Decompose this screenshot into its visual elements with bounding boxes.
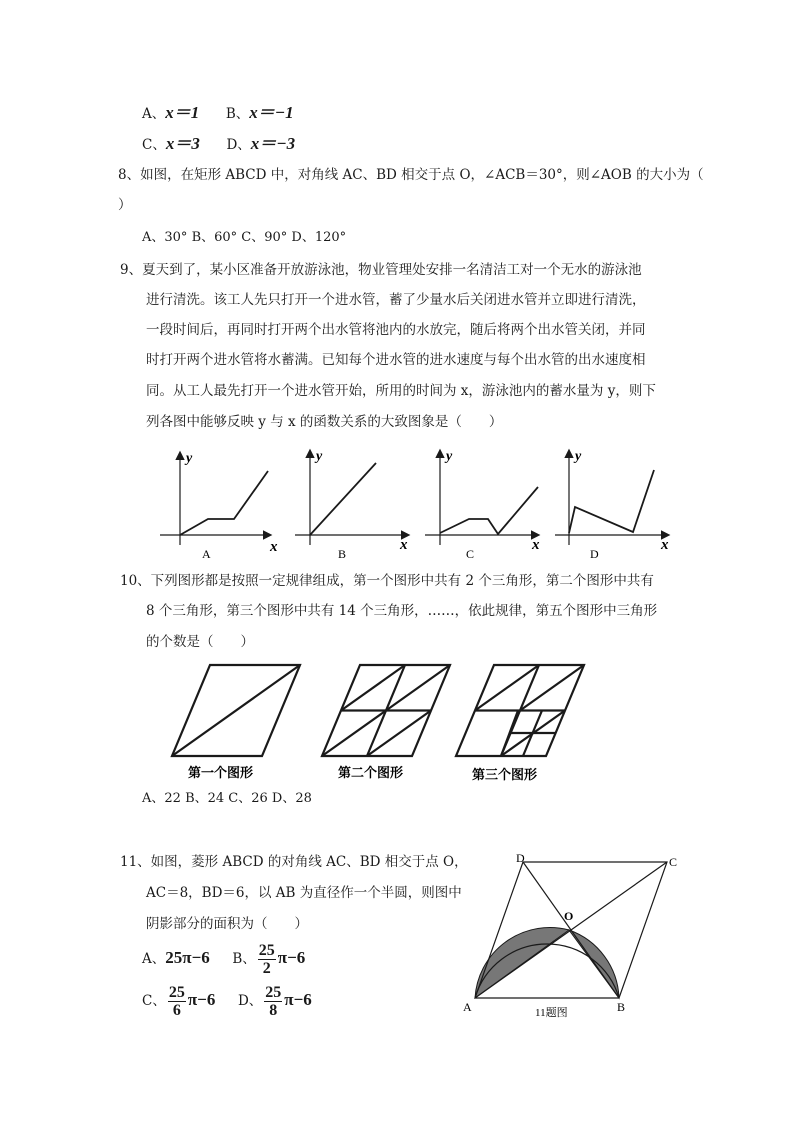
graph-c-y-label: y: [446, 449, 453, 464]
q11-option-d-tail: π−6: [284, 990, 312, 1009]
q11-option-c-tail: π−6: [187, 990, 216, 1009]
figure-2: [322, 665, 450, 756]
q11-figure: [455, 848, 695, 1023]
q11-option-b-tail: π−6: [277, 948, 306, 967]
q9-line-5: 同。从工人最先打开一个进水管开始，所用的时间为 x，游泳池内的蓄水量为 y，则下: [146, 383, 656, 399]
figure-2-label: 第二个图形: [338, 765, 404, 780]
q10-figures: [160, 660, 600, 785]
q8-stem-line2: ）: [118, 197, 132, 213]
q9-line-3: 一段时间后，再同时打开两个出水管将池内的水放完，随后将两个出水管关闭，并同: [146, 322, 646, 338]
figure-1: [172, 665, 300, 756]
q7-option-c-label: C、: [142, 137, 166, 153]
vertex-d-label: D: [516, 851, 525, 865]
q10-line-2: 8 个三角形，第三个图形中共有 14 个三角形，……，依此规律，第五个图形中三角形: [146, 603, 658, 619]
graph-d-x-label: x: [661, 537, 669, 553]
q8-stem-line1: 8、如图，在矩形 ABCD 中，对角线 AC、BD 相交于点 O，∠ACB＝30°，则∠AOB 的大小为（: [118, 167, 704, 183]
q11-option-a-label: A、: [142, 951, 166, 967]
graph-d-y-label: y: [575, 449, 582, 464]
q11-option-d-fraction: $\frac{25}{8}$: [265, 984, 282, 1019]
graph-b-curve: [310, 463, 376, 535]
graph-a-label: A: [202, 547, 211, 560]
graph-c-label: C: [466, 547, 475, 560]
figure-3-label: 第三个图形: [472, 767, 538, 782]
figure-caption: 11题图: [535, 1007, 568, 1019]
graph-a-curve: [180, 471, 268, 535]
graph-a-x-label: x: [270, 539, 278, 555]
q11-option-d-label: D、: [237, 993, 263, 1009]
q7-option-c-value: x＝3: [165, 134, 200, 153]
graph-c-x-label: x: [532, 537, 540, 553]
q8-options: A、30° B、60° C、90° D、120°: [142, 230, 347, 245]
q11-option-b-label: B、: [232, 951, 256, 967]
vertex-c-label: C: [669, 855, 678, 869]
q11-options-row1: [142, 938, 305, 979]
graph-c: [425, 449, 540, 560]
graph-d-curve: [569, 470, 654, 533]
q11-option-a-value: 25π−6: [165, 948, 210, 967]
q7-option-d-value: x＝−3: [250, 134, 296, 153]
graph-b: [295, 449, 408, 560]
graph-c-curve: [440, 487, 538, 534]
q7-option-d-label: D、: [226, 137, 251, 153]
graph-d-label: D: [590, 547, 599, 560]
q9-line-2: 进行清洗。该工人先只打开一个进水管，蓄了少量水后关闭进水管并立即进行清洗，: [146, 292, 646, 308]
q9-line-6: 列各图中能够反映 y 与 x 的函数关系的大致图象是（ ）: [146, 414, 503, 430]
q7-option-a-label: A、: [142, 106, 166, 122]
q9-graphs: [150, 445, 680, 560]
q9-line-4: 时打开两个进水管将水蓄满。已知每个进水管的进水速度与每个出水管的出水速度相: [146, 352, 646, 368]
q7-option-a-value: x＝1: [165, 103, 200, 122]
vertex-b-label: B: [617, 1000, 626, 1014]
q9-line-1: 9、夏天到了，某小区准备开放游泳池，物业管理处安排一名清洁工对一个无水的游泳池: [120, 262, 642, 278]
q10-options: A、22 B、24 C、26 D、28: [142, 791, 312, 806]
vertex-a-label: A: [463, 1000, 472, 1014]
q10-line-1: 10、下列图形都是按照一定规律组成，第一个图形中共有 2 个三角形，第二个图形中共有: [120, 573, 654, 589]
q10-line-3: 的个数是（ ）: [146, 634, 254, 650]
q11-line-2: AC＝8，BD＝6，以 AB 为直径作一个半圆，则图中: [146, 885, 462, 901]
figure-3: [456, 665, 584, 756]
q11-option-c-label: C、: [142, 993, 166, 1009]
q11-line-3: 阴影部分的面积为（ ）: [146, 916, 308, 932]
q11-options-row2: [142, 980, 312, 1021]
q7-option-b-label: B、: [225, 106, 250, 122]
graph-b-y-label: y: [316, 449, 323, 464]
graph-a: [160, 451, 278, 560]
q11-line-1: 11、如图，菱形 ABCD 的对角线 AC、BD 相交于点 O，: [120, 854, 468, 870]
q7-options-row2: [142, 135, 295, 154]
figure-1-label: 第一个图形: [188, 765, 254, 780]
graph-b-label: B: [338, 547, 347, 560]
point-o-label: O: [564, 909, 574, 923]
graph-d: [555, 449, 669, 560]
graph-a-y-label: y: [186, 451, 193, 466]
q7-option-b-value: x＝−1: [249, 103, 294, 122]
q11-option-b-fraction: $\frac{25}{2}$: [258, 942, 275, 977]
graph-b-x-label: x: [400, 537, 408, 553]
q11-option-c-fraction: $\frac{25}{6}$: [168, 984, 185, 1019]
q7-options-row1: [142, 104, 294, 123]
